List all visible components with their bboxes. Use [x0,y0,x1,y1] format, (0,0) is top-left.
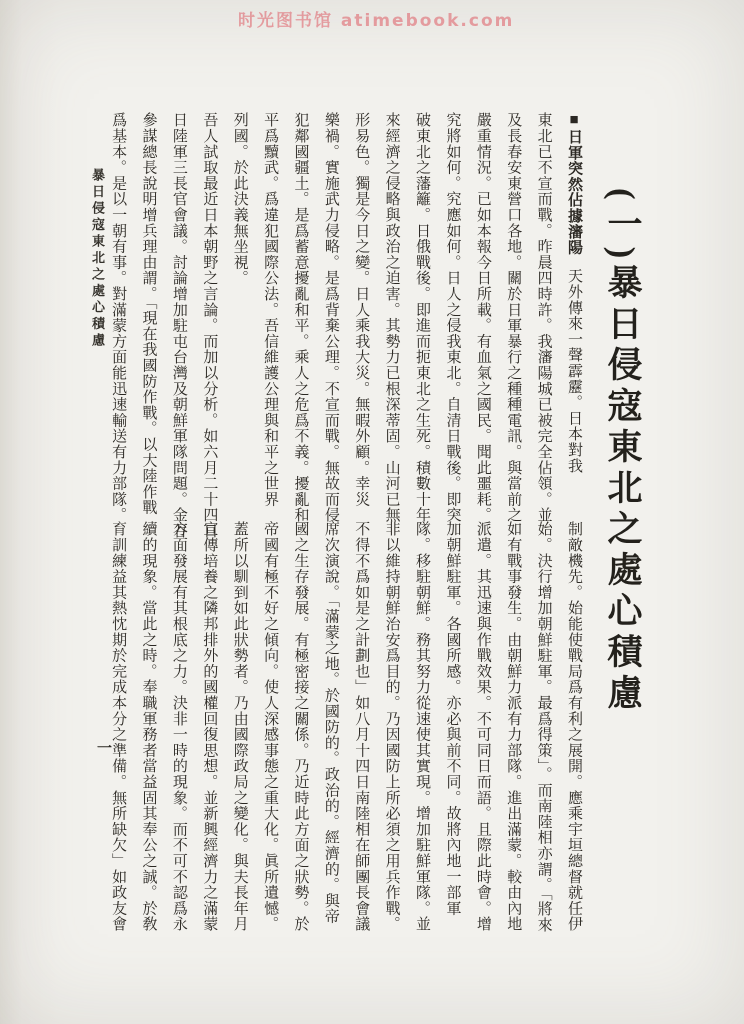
section-header-column [558,112,588,522]
text-column: 制敵機先。始能使戰局爲有利之展開。應乘宇垣總督就任伊 [566,521,582,932]
text-column: 參謀總長說明增兵理由謂。「現在我國防作戰。以大陸作戰 [140,112,157,516]
text-column: 不得不爲如是之計劃也」如八月十四日南陸相在師團長會議 [353,521,370,932]
text-column: 來經濟之侵略與政治之迫害。其勢力已根深蒂固。山河已無 [383,112,400,523]
text-column: 破東北之藩籬。日俄戰後。即進而扼東北之生死。積數十年 [414,112,431,523]
text-column: 方面發展有其根底之力。決非一時的現象。而不可不認爲永 [170,521,187,932]
section-heading: 日軍突然佔據瀋陽 [566,128,582,256]
text-column: 蓋所以馴到如此狀勢者。乃由國際政局之變化。與夫長年月 [231,521,248,932]
text-column: 宣傳培養之隣邦排外的國權回復思想。並新興經濟力之滿蒙 [201,521,218,932]
text-column: 育訓練益其熱忱期於完成本分之準備。無所缺欠」如政友會 [110,521,127,932]
page-number: 一 [97,741,113,757]
text-column: 東北已不宣而戰。昨晨四時許。我瀋陽城已被完全佔領。並 [535,112,552,523]
text-column: 究將如何。究應如何。日人之侵我東北。自清日戰後。即突 [444,112,461,523]
text-column: 吾人試取最近日本朝野之言論。而加以分析。如六月二十四日 [201,112,218,539]
text-column: 帝國有極不好之傾向。使人深感事態之重大化。眞所遺憾。 [262,521,279,932]
text-column: 犯鄰國疆土。是爲蓄意擾亂和平。乘人之危爲不義。擾亂和 [292,112,309,523]
chapter-title: (一)暴日侵寇東北之處心積慮 [603,188,642,716]
text-column: 非以維持朝鮮治安爲目的。乃因國防上所必須之用兵作戰。 [383,521,400,932]
bottom-text-band [101,521,588,939]
running-header: 暴日侵寇東北之處心積慮 [90,168,105,350]
text-column: 爲基本。是以一朝有事。對滿蒙方面能迅速輸送有力部隊。 [110,112,127,523]
text-column: 及長春安東營口各地。關於日軍暴行之種種電訊。與當前之 [505,112,522,523]
text-column: 加朝鮮駐軍。各國所感。亦必與前不同。故將內地一部軍 [444,521,461,916]
section-lead-text: 天外傳來一聲霹靂。日本對我 [566,268,582,474]
text-column: 形易色。獨是今日之變。日人乘我大災。無暇外顧。幸災 [353,112,370,507]
top-text-band [101,112,588,539]
text-column: 樂禍。實施武力侵略。是爲背棄公理。不宣而戰。無故而侵 [322,112,339,523]
text-column: 如有戰事發生。由朝鮮力派有力部隊。進出滿蒙。較由內地 [505,521,522,932]
text-column: 平爲黷武。爲違犯國際公法。吾信維護公理與和平之世界 [262,112,279,507]
text-column: 續的現象。當此之時。奉職軍務者當益固其奉公之誠。於敎 [140,521,157,932]
text-column: 日陸軍三長官會議。討論增加駐屯台灣及朝鮮軍隊問題。金谷 [170,112,187,539]
text-column: 隊。移駐朝鮮。務其努力從速使其實現。增加駐鮮軍隊。並 [414,521,431,932]
text-column: 派遣。其迅速與作戰效果。不可同日而語。且際此時會。增 [474,521,491,932]
text-column: 席次演說。「滿蒙之地。於國防的。政治的。經濟的。與帝 [322,521,339,925]
text-column: 嚴重情況。已如本報今日所載。有血氣之國民。聞此噩耗。 [474,112,491,523]
section-bullet-icon: ■ [566,112,582,129]
text-column: 國之生存發展。有極密接之關係。乃近時此方面之狀勢。於 [292,521,309,932]
text-column: 列國。於此決義無坐視。 [231,112,248,286]
site-watermark: 时光图书馆 atimebook.com [238,11,515,31]
text-column: 始。決行增加朝鮮駐軍。最爲得策」。而南陸相亦謂。「將來 [535,521,552,933]
